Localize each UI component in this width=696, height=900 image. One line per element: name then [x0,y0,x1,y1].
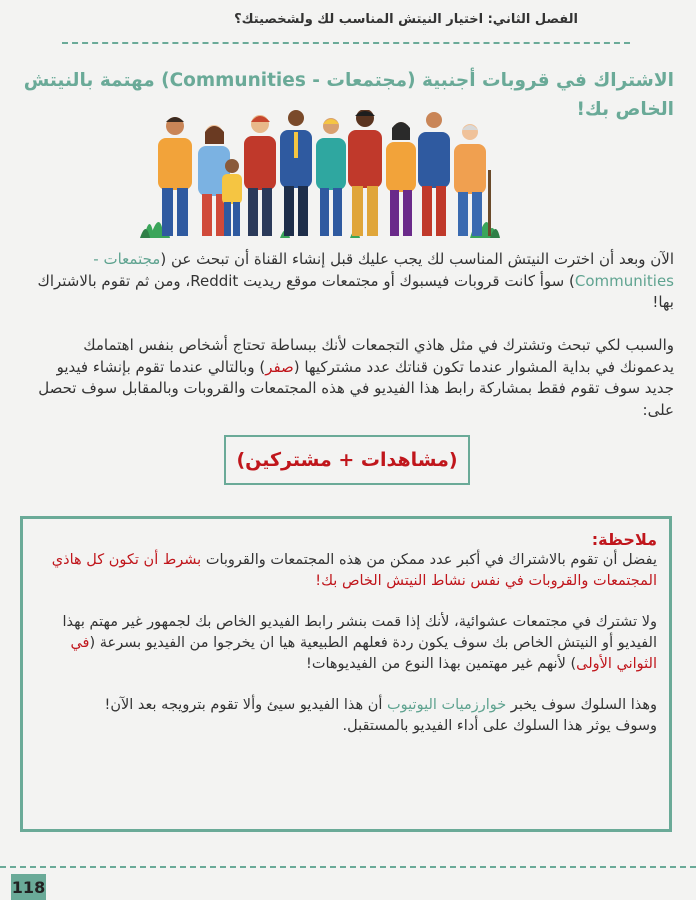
paragraph-2-text-b: ) وبالتالي عندما تقوم بإنشاء فيديو جديد سوف تقوم فقط بمشاركة رابط هذا الفيديو في هذه المجتمعات والقروبات وبالمقابل سوف تحصل على: [38,357,674,419]
zero-highlight: صفر [265,357,294,376]
note-p2-highlight: في الثواني الأولى [70,635,657,672]
footer-divider [0,866,696,868]
note-p3-highlight: خوارزميات اليوتيوب [387,697,507,713]
communities-highlight: مجتمعات - Communities [93,250,674,290]
crowd-of-people-illustration [140,110,500,240]
paragraph-1-text-b: ) سوأ كانت قروبات فيسبوك أو مجتمعات موقع ريديت Reddit، ومن ثم تقوم بالاشتراك بها! [37,271,674,311]
paragraph-reason [26,335,674,421]
note-p3-text-b: أن هذا الفيديو سيئ وألا تقوم بترويجه بعد الآن! [104,697,388,713]
note-p2-text-b: ) لأنهم غير مهتمين بهذا النوع من الفيديوهات! [306,656,577,672]
result-box: (مشاهدات + مشتركين) [224,435,470,485]
note-p1-highlight: بشرط أن تكون كل هاذي المجتمعات والقروبات في نفس نشاط النيتش الخاص بك! [51,552,657,589]
page-number: 118 [11,874,46,900]
paragraph-2-text-a: والسبب لكي تبحث وتشترك في مثل هاذي التجمعات لأنك ببساطة تحتاج أشخاص بنفس اهتمامك يدعمونك في بداية المشوار عندما تكون قناتك عدد مشتركيها ( [83,336,674,376]
note-paragraph-2 [35,612,657,675]
note-content [35,529,657,737]
note-paragraph-3 [35,695,657,716]
note-title: ملاحظة: [591,530,657,549]
chapter-title: الفصل الثاني: اختيار النيتش المناسب لك ولشخصيتك؟ [234,12,578,27]
paragraph-1-text-a: الآن وبعد أن اخترت النيتش المناسب لك يجب عليك قبل إنشاء القناة أن تبحث عن ( [160,250,674,268]
paragraph-communities-intro [26,249,674,314]
header-divider [62,42,630,44]
note-p1-text: يفضل أن تقوم بالاشتراك في أكبر عدد ممكن من هذه المجتمعات والقروبات [201,552,657,568]
note-p3-text-a: وهذا السلوك سوف يخبر [506,697,657,713]
note-p2-text-a: ولا تشترك في مجتمعات عشوائية، لأنك إذا قمت بنشر رابط الفيديو الخاص بك لجمهور غير مهتم بهذا الفيديو أو النيتش الخاص بك سوف يكون ردة فعلهم الطبيعية هيا ان يخرجوا من الفيديو بسرعة ( [62,614,657,651]
note-paragraph-4: وسوف يوثر هذا السلوك على أداء الفيديو بالمستقبل. [342,718,657,734]
section-heading: الاشتراك في قروبات أجنبية (مجتمعات - Communities) مهتمة بالنيتش الخاص بك! [23,70,674,120]
note-paragraph-1 [35,550,657,592]
note-box [20,516,672,832]
